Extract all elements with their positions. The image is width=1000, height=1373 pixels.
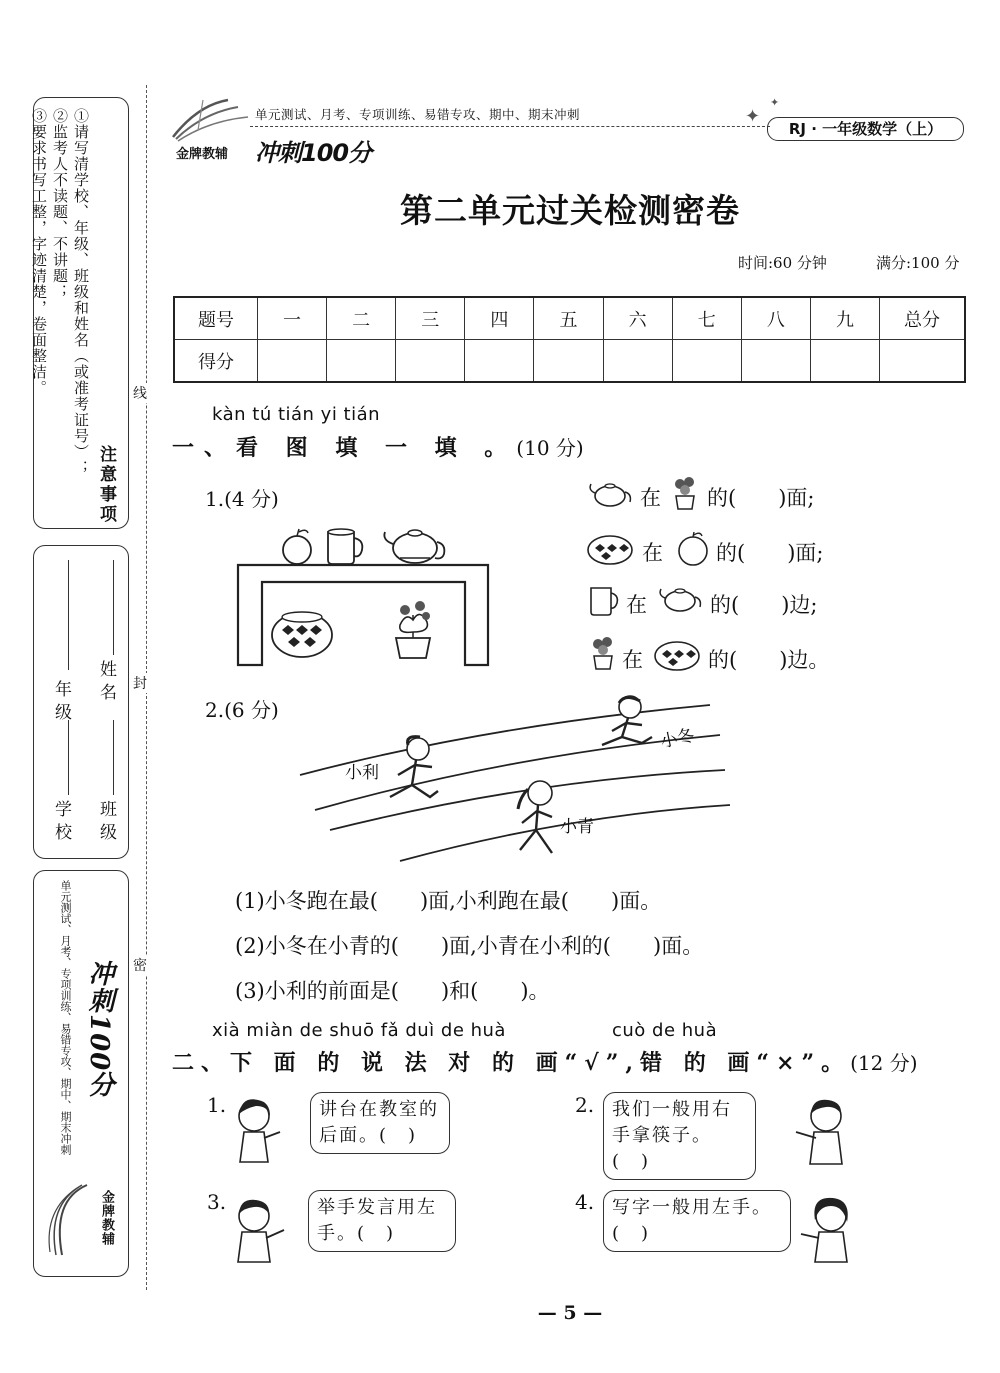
cup-icon <box>588 584 620 618</box>
table-cell: 九 <box>810 297 879 340</box>
runner-label-xiaoli: 小利 <box>345 763 379 783</box>
score-table-score-row <box>174 340 965 383</box>
grade-underline <box>68 560 69 670</box>
table-cell: 八 <box>741 297 810 340</box>
section2-points: (12 分) <box>850 1051 918 1075</box>
notice-line-1: ①请写清学校、年级、班级和姓名（或准考证号）； <box>72 108 90 476</box>
school-label: 学校 <box>51 800 71 846</box>
score-cell[interactable] <box>327 340 396 383</box>
table-cell: 七 <box>672 297 741 340</box>
ad-brand: 冲刺100分 <box>84 960 114 1099</box>
boy-avatar-icon <box>228 1190 290 1266</box>
time-limit: 时间:60 分钟 <box>738 254 827 272</box>
page-number: — 5 — <box>537 1302 603 1324</box>
ad-tags: 单元测试、月考、专项训练、易错专攻、期中、期末冲刺 <box>59 880 72 1155</box>
book-logo-icon <box>42 1180 92 1260</box>
table-cell: 六 <box>603 297 672 340</box>
girl-avatar-icon <box>793 1190 859 1266</box>
section2-heading <box>172 1046 918 1077</box>
full-score: 满分:100 分 <box>876 254 960 272</box>
flowerpot-icon <box>396 601 430 658</box>
runner-label-xiaodong: 小冬 <box>658 725 697 753</box>
table-cell: 一 <box>258 297 327 340</box>
sparkle-icon: ✦ <box>770 96 780 109</box>
q2-line-2[interactable]: (2)小冬在小青的( )面,小青在小利的( )面。 <box>235 934 704 958</box>
table-cell: 四 <box>465 297 534 340</box>
cut-mark-feng: 封 <box>133 673 147 693</box>
header-rule <box>250 126 770 127</box>
fishbowl-icon <box>272 612 332 657</box>
book-logo-icon <box>168 95 253 145</box>
q2-line-3[interactable]: (3)小利的前面是( )和( )。 <box>235 979 550 1003</box>
section2-pinyin-b: cuò de huà <box>612 1020 718 1041</box>
score-cell[interactable] <box>465 340 534 383</box>
score-cell[interactable] <box>603 340 672 383</box>
q1-line-3-a: 在 <box>626 593 647 617</box>
table-cell: 题号 <box>174 297 258 340</box>
q1-line-3-b[interactable]: 的( )边; <box>710 593 818 617</box>
table-cell: 总分 <box>880 297 966 340</box>
section1-pinyin: kàn tú tián yi tián <box>212 404 381 425</box>
boy-avatar-icon <box>790 1092 856 1168</box>
runner-xiaodong-icon <box>602 696 652 745</box>
q1-line-4-b[interactable]: 的( )边。 <box>708 648 830 672</box>
table-cell: 三 <box>396 297 465 340</box>
score-cell[interactable] <box>396 340 465 383</box>
q1-line-2-b[interactable]: 的( )面; <box>716 541 824 565</box>
q2-line-1[interactable]: (1)小冬跑在最( )面,小利跑在最( )面。 <box>235 889 662 913</box>
score-cell[interactable] <box>534 340 603 383</box>
q1-line-2-a: 在 <box>642 541 663 565</box>
fishbowl-icon <box>652 638 702 672</box>
runner-label-xiaoqing: 小青 <box>560 817 594 837</box>
teapot-icon <box>384 530 444 563</box>
section2-heading-text: 二、下 面 的 说 法 对 的 画“√”,错 的 画“×”。 <box>172 1050 851 1076</box>
name-label: 姓名 <box>96 660 116 706</box>
school-underline <box>68 720 69 795</box>
score-cell[interactable] <box>741 340 810 383</box>
logo-text: 金牌教辅 <box>176 147 229 162</box>
name-underline <box>113 560 114 655</box>
item-3-number: 3. <box>207 1190 227 1214</box>
girl-avatar-icon <box>228 1092 288 1168</box>
item-4-bubble[interactable]: 写字一般用左手。( ) <box>603 1190 791 1252</box>
q1-label: 1.(4 分) <box>205 487 279 511</box>
cut-mark-mi: 密 <box>133 955 147 975</box>
cut-mark-xian: 线 <box>133 383 147 403</box>
table-cell: 五 <box>534 297 603 340</box>
header-tags: 单元测试、月考、专项训练、易错专攻、期中、期末冲刺 <box>255 107 581 122</box>
notice-heading: 注意事项 <box>96 445 116 525</box>
item-2-number: 2. <box>575 1093 595 1117</box>
score-cell[interactable] <box>810 340 879 383</box>
q1-line-1-a: 在 <box>640 486 661 510</box>
section1-heading-text: 一、看 图 填 一 填 。 <box>172 435 517 461</box>
brand-title: 冲刺100分 <box>255 139 372 167</box>
ad-logo: 金牌教辅 <box>99 1190 114 1246</box>
runner-xiaoqing-icon <box>518 781 552 853</box>
score-cell[interactable] <box>672 340 741 383</box>
item-1-number: 1. <box>207 1093 227 1117</box>
item-2-bubble[interactable]: 我们一般用右手拿筷子。( ) <box>603 1092 756 1180</box>
apple-icon <box>676 531 710 567</box>
item-4-number: 4. <box>575 1190 595 1214</box>
score-cell[interactable] <box>258 340 327 383</box>
flowerpot-icon <box>670 474 700 512</box>
section2-pinyin-a: xià miàn de shuō fǎ duì de huà <box>212 1020 506 1041</box>
q1-line-4-a: 在 <box>622 648 643 672</box>
sparkle-icon: ✦ <box>745 106 761 127</box>
score-table <box>173 296 966 383</box>
item-1-bubble[interactable]: 讲台在教室的后面。( ) <box>310 1092 450 1154</box>
section1-points: (10 分) <box>516 436 584 460</box>
shelf-illustration <box>230 520 500 670</box>
class-underline <box>113 720 114 795</box>
teapot-icon <box>588 478 634 510</box>
q1-line-1-b[interactable]: 的( )面; <box>707 486 815 510</box>
score-table-header-row <box>174 297 965 340</box>
item-3-bubble[interactable]: 举手发言用左手。( ) <box>308 1190 456 1252</box>
grade-label: 年级 <box>51 680 71 726</box>
section1-heading <box>172 431 584 462</box>
class-label: 班级 <box>96 800 116 846</box>
table-cell: 得分 <box>174 340 258 383</box>
apple-icon <box>283 529 311 564</box>
flowerpot-icon <box>588 634 618 672</box>
notice-line-3: ③要求书写工整，字迹清楚，卷面整洁。 <box>30 108 48 396</box>
table-cell: 二 <box>327 297 396 340</box>
teapot-icon <box>658 583 704 615</box>
page-title: 第二单元过关检测密卷 <box>400 191 740 230</box>
grade-badge: RJ · 一年级数学（上） <box>767 117 964 141</box>
notice-line-2: ②监考人不读题、不讲题； <box>51 108 69 300</box>
fishbowl-icon <box>585 532 635 566</box>
cup-icon <box>328 529 362 564</box>
score-cell[interactable] <box>880 340 966 383</box>
q2-label: 2.(6 分) <box>205 698 279 722</box>
